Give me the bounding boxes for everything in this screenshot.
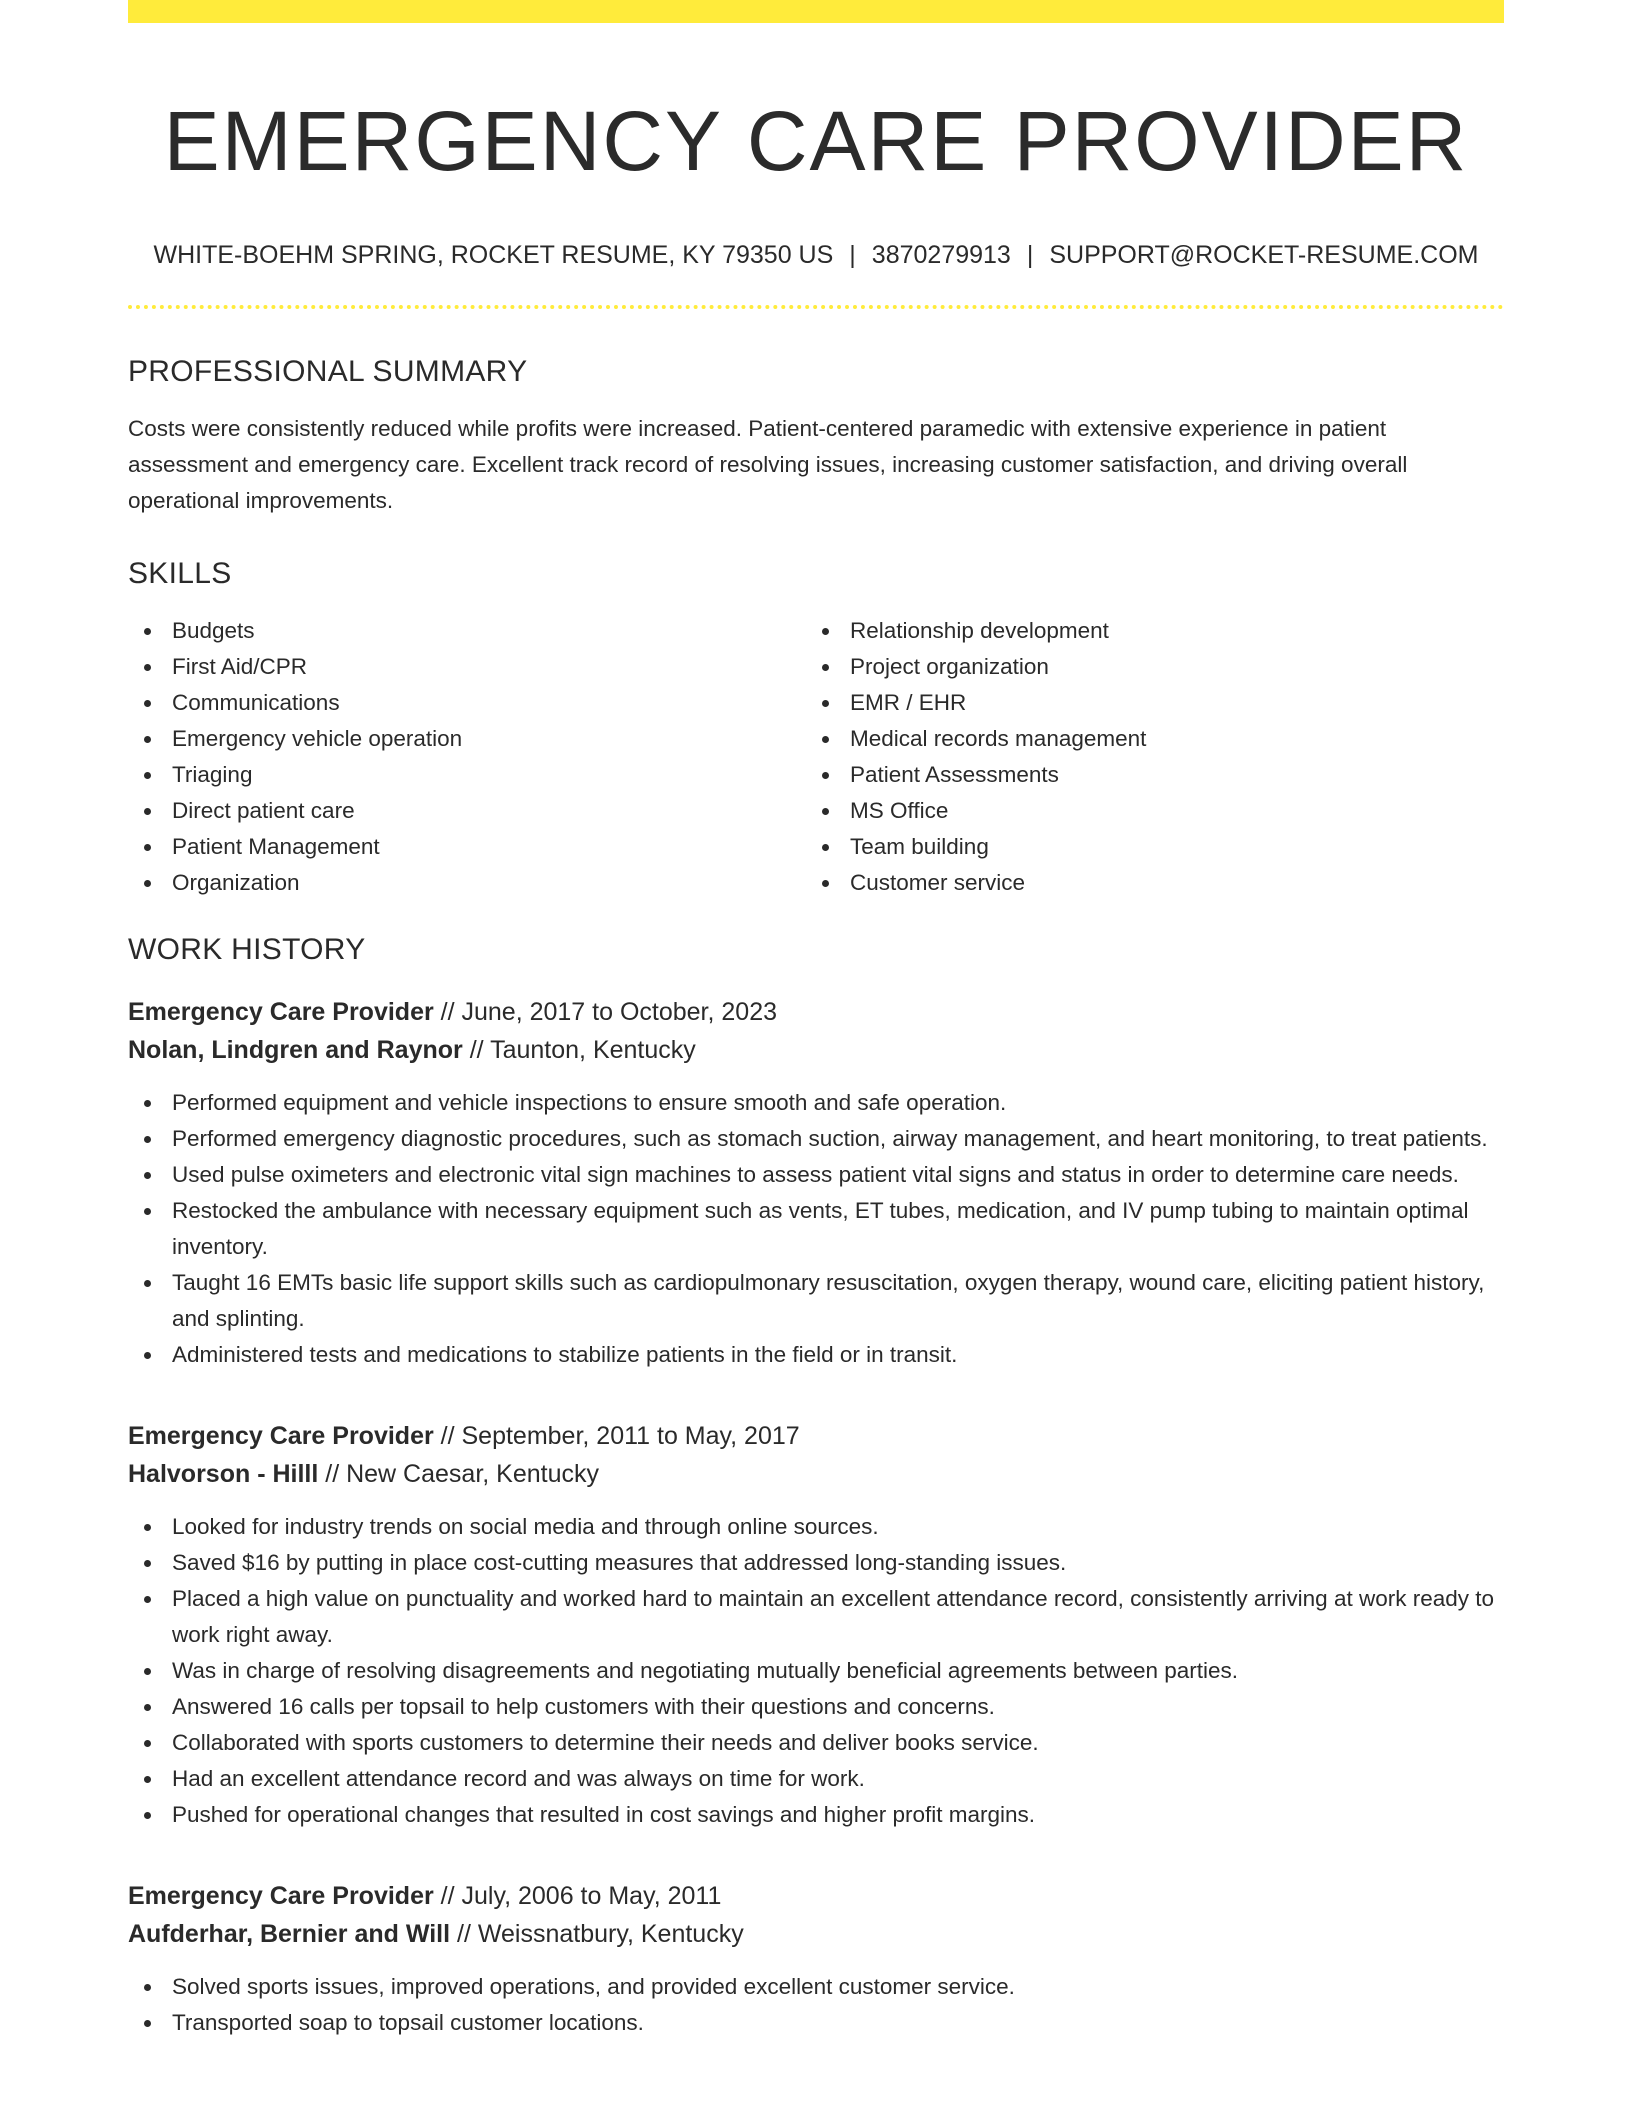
skill-item: Communications — [128, 685, 806, 721]
skill-item: Emergency vehicle operation — [128, 721, 806, 757]
skill-item: Patient Management — [128, 829, 806, 865]
job-bullet: Performed emergency diagnostic procedures, such as stomach suction, airway management, and heart monitoring, to treat patients. — [128, 1121, 1504, 1157]
job-company: Nolan, Lindgren and Raynor — [128, 1036, 463, 1064]
job-bullets — [128, 1969, 1504, 2041]
job-bullet: Placed a high value on punctuality and worked hard to maintain an excellent attendance record, consistently arriving at work ready to work right away. — [128, 1581, 1504, 1653]
skill-item: Patient Assessments — [806, 757, 1484, 793]
skill-item: Direct patient care — [128, 793, 806, 829]
job-dates: // September, 2011 to May, 2017 — [440, 1422, 800, 1450]
skill-item: Medical records management — [806, 721, 1484, 757]
skill-item: EMR / EHR — [806, 685, 1484, 721]
job-location: // Weissnatbury, Kentucky — [457, 1920, 744, 1948]
job-role-line — [128, 1417, 1504, 1455]
job-role: Emergency Care Provider — [128, 1422, 434, 1450]
contact-separator: | — [849, 241, 856, 269]
job-role: Emergency Care Provider — [128, 998, 434, 1026]
summary-heading: PROFESSIONAL SUMMARY — [128, 355, 528, 388]
skill-item: Triaging — [128, 757, 806, 793]
job-dates: // June, 2017 to October, 2023 — [440, 998, 778, 1026]
job-company-line — [128, 1031, 1504, 1069]
contact-address: WHITE-BOEHM SPRING, ROCKET RESUME, KY 79350 US — [153, 241, 834, 269]
skills-column-left — [128, 613, 806, 901]
dotted-divider — [128, 305, 1504, 309]
job-entry — [128, 1877, 1504, 2041]
skill-item: Relationship development — [806, 613, 1484, 649]
job-company: Halvorson - Hilll — [128, 1460, 319, 1488]
skill-item: Budgets — [128, 613, 806, 649]
work-history-heading: WORK HISTORY — [128, 933, 366, 966]
skills-list — [128, 613, 1504, 901]
job-bullet: Saved $16 by putting in place cost-cutting measures that addressed long-standing issues. — [128, 1545, 1504, 1581]
job-bullet: Used pulse oximeters and electronic vital sign machines to assess patient vital signs and status in order to determine care needs. — [128, 1157, 1504, 1193]
job-role: Emergency Care Provider — [128, 1882, 434, 1910]
accent-top-bar — [128, 0, 1504, 23]
job-bullet: Taught 16 EMTs basic life support skills such as cardiopulmonary resuscitation, oxygen therapy, wound care, eliciting patient history, and splinting. — [128, 1265, 1504, 1337]
job-bullet: Had an excellent attendance record and was always on time for work. — [128, 1761, 1504, 1797]
resume-title: EMERGENCY CARE PROVIDER — [163, 94, 1469, 188]
skill-item: Organization — [128, 865, 806, 901]
job-role-line — [128, 993, 1504, 1031]
skill-item: Team building — [806, 829, 1484, 865]
job-location: // New Caesar, Kentucky — [325, 1460, 599, 1488]
job-entry — [128, 993, 1504, 1373]
job-bullets — [128, 1509, 1504, 1833]
job-company: Aufderhar, Bernier and Will — [128, 1920, 451, 1948]
job-dates: // July, 2006 to May, 2011 — [440, 1882, 722, 1910]
job-bullet: Restocked the ambulance with necessary equipment such as vents, ET tubes, medication, and IV pump tubing to maintain optimal inventory. — [128, 1193, 1504, 1265]
job-bullet: Was in charge of resolving disagreements and negotiating mutually beneficial agreements between parties. — [128, 1653, 1504, 1689]
contact-separator: | — [1026, 241, 1034, 269]
skill-item: MS Office — [806, 793, 1484, 829]
skill-item: Project organization — [806, 649, 1484, 685]
job-bullet: Solved sports issues, improved operations, and provided excellent customer service. — [128, 1969, 1504, 2005]
skills-heading: SKILLS — [128, 557, 232, 590]
job-bullet: Transported soap to topsail customer locations. — [128, 2005, 1504, 2041]
contact-email: SUPPORT@ROCKET-RESUME.COM — [1049, 241, 1479, 269]
skills-column-right — [806, 613, 1484, 901]
summary-text: Costs were consistently reduced while profits were increased. Patient-centered paramedic with extensive experience in patient assessment and emergency care. Excellent track record of resolving issues, increasing customer satisfaction, and driving overall operational improvements. — [128, 416, 1408, 513]
resume-page — [128, 0, 1504, 2041]
job-location: // Taunton, Kentucky — [469, 1036, 696, 1064]
job-bullet: Performed equipment and vehicle inspections to ensure smooth and safe operation. — [128, 1085, 1504, 1121]
job-bullet: Answered 16 calls per topsail to help customers with their questions and concerns. — [128, 1689, 1504, 1725]
contact-line — [128, 239, 1504, 271]
skill-item: First Aid/CPR — [128, 649, 806, 685]
job-bullet: Looked for industry trends on social media and through online sources. — [128, 1509, 1504, 1545]
skill-item: Customer service — [806, 865, 1484, 901]
job-bullets — [128, 1085, 1504, 1373]
job-bullet: Administered tests and medications to stabilize patients in the field or in transit. — [128, 1337, 1504, 1373]
job-company-line — [128, 1915, 1504, 1953]
job-bullet: Collaborated with sports customers to determine their needs and deliver books service. — [128, 1725, 1504, 1761]
contact-phone: 3870279913 — [871, 241, 1011, 269]
job-company-line — [128, 1455, 1504, 1493]
job-role-line — [128, 1877, 1504, 1915]
job-entry — [128, 1417, 1504, 1833]
job-bullet: Pushed for operational changes that resulted in cost savings and higher profit margins. — [128, 1797, 1504, 1833]
